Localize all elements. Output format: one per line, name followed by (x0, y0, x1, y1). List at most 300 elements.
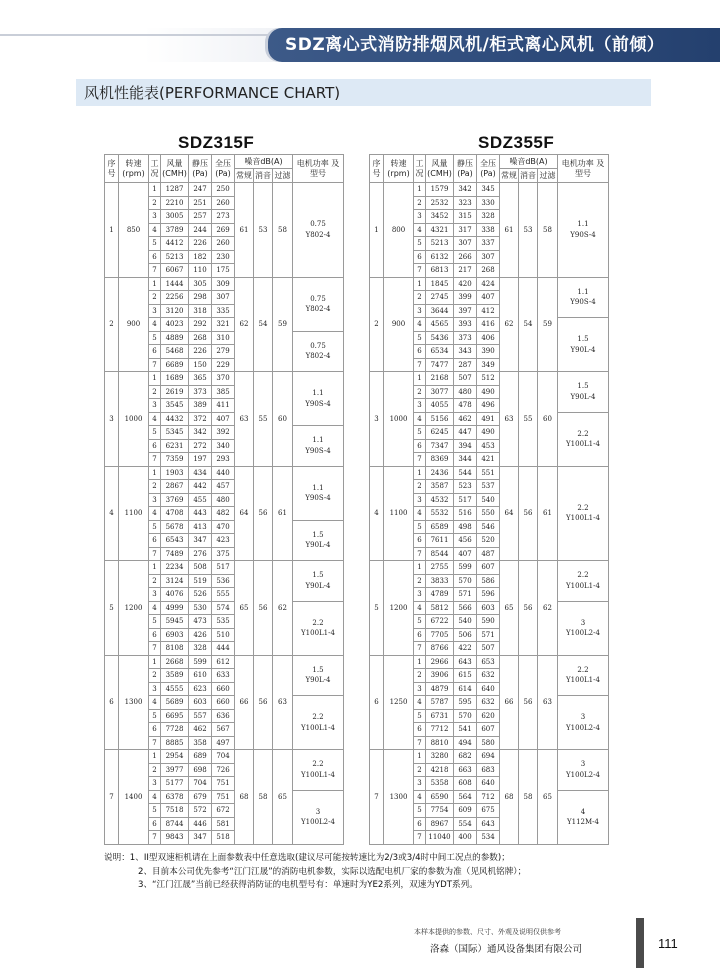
noise-filtered-cell: 61 (273, 466, 293, 561)
airflow-cell: 2755 (426, 561, 454, 575)
static-pressure-cell: 609 (454, 804, 477, 818)
airflow-cell: 3452 (426, 210, 454, 224)
static-pressure-cell: 397 (454, 304, 477, 318)
airflow-cell: 7489 (161, 547, 189, 561)
group-number: 6 (105, 655, 119, 750)
motor-model: Y90S-4 (305, 446, 331, 455)
motor-model: Y90S-4 (305, 494, 331, 502)
condition-cell: 7 (414, 642, 426, 656)
total-pressure-cell: 453 (477, 439, 500, 453)
static-pressure-cell: 292 (189, 318, 212, 332)
noise-normal-cell: 62 (500, 277, 519, 372)
group-speed: 1250 (384, 655, 414, 750)
total-pressure-cell: 536 (212, 574, 235, 588)
condition-cell: 5 (414, 237, 426, 251)
motor-power: 3 (580, 760, 586, 769)
motor-cell (293, 520, 344, 561)
total-pressure-cell: 470 (212, 520, 235, 534)
static-pressure-cell: 358 (189, 736, 212, 750)
static-pressure-cell: 393 (454, 318, 477, 332)
airflow-cell: 2532 (426, 196, 454, 210)
motor-model: Y90L-4 (305, 676, 331, 685)
total-pressure-cell: 480 (212, 493, 235, 507)
condition-cell: 5 (149, 331, 161, 345)
airflow-cell: 6695 (161, 709, 189, 723)
condition-cell: 4 (414, 412, 426, 426)
static-pressure-cell: 343 (454, 345, 477, 359)
airflow-cell: 8108 (161, 642, 189, 656)
static-pressure-cell: 523 (454, 480, 477, 494)
total-pressure-cell: 293 (212, 453, 235, 467)
airflow-cell: 6534 (426, 345, 454, 359)
static-pressure-cell: 682 (454, 750, 477, 764)
condition-cell: 3 (414, 399, 426, 413)
noise-filtered-cell: 62 (538, 561, 558, 656)
static-pressure-cell: 516 (454, 507, 477, 521)
airflow-cell: 6132 (426, 250, 454, 264)
condition-cell: 2 (414, 291, 426, 305)
condition-cell: 6 (149, 345, 161, 359)
static-pressure-cell: 663 (454, 763, 477, 777)
table-row (370, 466, 609, 480)
condition-cell: 3 (414, 777, 426, 791)
total-pressure-cell: 571 (477, 628, 500, 642)
static-pressure-cell: 478 (454, 399, 477, 413)
noise-muffled-cell: 54 (519, 277, 538, 372)
total-pressure-cell: 567 (212, 723, 235, 737)
header-airflow: 风量 (CMH) (426, 155, 454, 183)
static-pressure-cell: 307 (454, 237, 477, 251)
total-pressure-cell: 307 (477, 250, 500, 264)
note-line: 3、“江门江晟”当前已经获得消防证的电机型号有：单速时为YE2系列，双速为YDT系列。 (138, 880, 478, 890)
airflow-cell: 5177 (161, 777, 189, 791)
condition-cell: 2 (414, 385, 426, 399)
group-number: 4 (370, 466, 384, 561)
condition-cell: 2 (414, 763, 426, 777)
total-pressure-cell: 726 (212, 763, 235, 777)
group-number: 2 (370, 277, 384, 372)
motor-model: Y100L1-4 (301, 723, 335, 732)
condition-cell: 7 (414, 358, 426, 372)
airflow-cell: 2436 (426, 466, 454, 480)
condition-cell: 6 (414, 628, 426, 642)
total-pressure-cell: 490 (477, 426, 500, 440)
total-pressure-cell: 751 (212, 790, 235, 804)
airflow-cell: 7728 (161, 723, 189, 737)
noise-muffled-cell: 56 (519, 561, 538, 656)
airflow-cell: 4708 (161, 507, 189, 521)
airflow-cell: 5468 (161, 345, 189, 359)
condition-cell: 1 (414, 372, 426, 386)
airflow-cell: 7518 (161, 804, 189, 818)
motor-power: 4 (580, 807, 586, 816)
airflow-cell: 7359 (161, 453, 189, 467)
static-pressure-cell: 704 (189, 777, 212, 791)
table-row (105, 372, 344, 386)
noise-muffled-cell: 58 (254, 750, 273, 845)
header-seq: 序号 (105, 155, 119, 183)
condition-cell: 6 (149, 534, 161, 548)
condition-cell: 6 (149, 817, 161, 831)
static-pressure-cell: 462 (454, 412, 477, 426)
condition-cell: 2 (149, 669, 161, 683)
noise-normal-cell: 64 (500, 466, 519, 561)
static-pressure-cell: 434 (189, 466, 212, 480)
airflow-cell: 8885 (161, 736, 189, 750)
noise-filtered-cell: 62 (273, 561, 293, 656)
airflow-cell: 11040 (426, 831, 454, 845)
group-speed: 900 (119, 277, 149, 372)
performance-table-right (369, 154, 609, 845)
table-row (370, 750, 609, 764)
group-number: 5 (370, 561, 384, 656)
motor-cell (293, 655, 344, 696)
motor-power: 1.5 (577, 382, 589, 391)
motor-cell (558, 318, 609, 372)
static-pressure-cell: 257 (189, 210, 212, 224)
total-pressure-cell: 534 (477, 831, 500, 845)
condition-cell: 1 (149, 466, 161, 480)
section-title: 风机性能表(PERFORMANCE CHART) (84, 84, 341, 102)
condition-cell: 7 (149, 642, 161, 656)
motor-cell (293, 790, 344, 844)
airflow-cell: 6903 (161, 628, 189, 642)
condition-cell: 1 (149, 750, 161, 764)
total-pressure-cell: 751 (212, 777, 235, 791)
condition-cell: 4 (414, 790, 426, 804)
motor-cell (293, 331, 344, 372)
condition-cell: 5 (414, 331, 426, 345)
noise-normal-cell: 63 (500, 372, 519, 467)
airflow-cell: 1579 (426, 183, 454, 197)
motor-power: 1.5 (312, 571, 324, 580)
group-speed: 1000 (119, 372, 149, 467)
airflow-cell: 4321 (426, 223, 454, 237)
total-pressure-cell: 321 (212, 318, 235, 332)
noise-normal-cell: 66 (235, 655, 254, 750)
condition-cell: 4 (149, 412, 161, 426)
static-pressure-cell: 394 (454, 439, 477, 453)
airflow-cell: 3545 (161, 399, 189, 413)
motor-power: 2.2 (312, 713, 324, 721)
motor-power: 3 (580, 713, 586, 721)
noise-normal-cell: 62 (235, 277, 254, 372)
motor-power: 1.5 (312, 530, 324, 539)
table-row (105, 183, 344, 197)
total-pressure-cell: 546 (477, 520, 500, 534)
airflow-cell: 3833 (426, 574, 454, 588)
static-pressure-cell: 217 (454, 264, 477, 278)
condition-cell: 3 (414, 682, 426, 696)
airflow-cell: 7705 (426, 628, 454, 642)
motor-power: 2.2 (312, 618, 324, 627)
noise-muffled-cell: 56 (254, 466, 273, 561)
total-pressure-cell: 660 (212, 682, 235, 696)
total-pressure-cell: 537 (477, 480, 500, 494)
group-number: 7 (105, 750, 119, 845)
motor-cell (558, 696, 609, 750)
motor-power: 2.2 (577, 503, 589, 512)
static-pressure-cell: 272 (189, 439, 212, 453)
airflow-cell: 9843 (161, 831, 189, 845)
condition-cell: 5 (414, 520, 426, 534)
total-pressure-cell: 269 (212, 223, 235, 237)
airflow-cell: 8744 (161, 817, 189, 831)
static-pressure-cell: 226 (189, 237, 212, 251)
header-condition: 工况 (149, 155, 161, 183)
static-pressure-cell: 347 (189, 534, 212, 548)
motor-model: Y90S-4 (570, 298, 596, 307)
static-pressure-cell: 244 (189, 223, 212, 237)
total-pressure-cell: 309 (212, 277, 235, 291)
condition-cell: 4 (149, 318, 161, 332)
total-pressure-cell: 406 (477, 331, 500, 345)
motor-power: 1.1 (577, 220, 589, 229)
airflow-cell: 6590 (426, 790, 454, 804)
airflow-cell: 8766 (426, 642, 454, 656)
airflow-cell: 1903 (161, 466, 189, 480)
noise-muffled-cell: 55 (519, 372, 538, 467)
static-pressure-cell: 643 (454, 655, 477, 669)
noise-normal-cell: 66 (500, 655, 519, 750)
condition-cell: 6 (149, 250, 161, 264)
header-static-pressure: 静压 (Pa) (189, 155, 212, 183)
noise-normal-cell: 61 (235, 183, 254, 278)
motor-power: 2.2 (577, 429, 589, 438)
airflow-cell: 3906 (426, 669, 454, 683)
airflow-cell: 4055 (426, 399, 454, 413)
static-pressure-cell: 399 (454, 291, 477, 305)
noise-filtered-cell: 63 (273, 655, 293, 750)
airflow-cell: 8810 (426, 736, 454, 750)
airflow-cell: 5345 (161, 426, 189, 440)
condition-cell: 3 (149, 210, 161, 224)
total-pressure-cell: 268 (477, 264, 500, 278)
header-noise-normal: 常规 (235, 169, 254, 183)
airflow-cell: 3789 (161, 223, 189, 237)
static-pressure-cell: 373 (189, 385, 212, 399)
motor-model: Y100L2-4 (301, 818, 335, 826)
airflow-cell: 5945 (161, 615, 189, 629)
airflow-cell: 4789 (426, 588, 454, 602)
static-pressure-cell: 150 (189, 358, 212, 372)
total-pressure-cell: 337 (477, 237, 500, 251)
condition-cell: 5 (414, 804, 426, 818)
static-pressure-cell: 599 (189, 655, 212, 669)
static-pressure-cell: 615 (454, 669, 477, 683)
airflow-cell: 5436 (426, 331, 454, 345)
condition-cell: 7 (414, 453, 426, 467)
motor-model: Y90L-4 (570, 345, 596, 354)
static-pressure-cell: 570 (454, 574, 477, 588)
static-pressure-cell: 566 (454, 601, 477, 615)
motor-model: Y90L-4 (305, 581, 331, 590)
condition-cell: 2 (149, 196, 161, 210)
page-number: 111 (658, 936, 678, 951)
airflow-cell: 3120 (161, 304, 189, 318)
condition-cell: 2 (414, 669, 426, 683)
static-pressure-cell: 342 (454, 183, 477, 197)
header-motor: 电机功率 及型号 (293, 155, 344, 183)
static-pressure-cell: 247 (189, 183, 212, 197)
group-speed: 1300 (119, 655, 149, 750)
total-pressure-cell: 672 (212, 804, 235, 818)
airflow-cell: 3977 (161, 763, 189, 777)
condition-cell: 7 (414, 547, 426, 561)
condition-cell: 3 (414, 210, 426, 224)
noise-normal-cell: 65 (235, 561, 254, 656)
airflow-cell: 2745 (426, 291, 454, 305)
header-noise-normal: 常规 (500, 169, 519, 183)
condition-cell: 7 (149, 358, 161, 372)
total-pressure-cell: 510 (212, 628, 235, 642)
airflow-cell: 1444 (161, 277, 189, 291)
motor-power: 1.5 (577, 335, 589, 343)
noise-muffled-cell: 58 (519, 750, 538, 845)
airflow-cell: 1689 (161, 372, 189, 386)
noise-filtered-cell: 58 (538, 183, 558, 278)
condition-cell: 5 (149, 426, 161, 440)
total-pressure-cell: 612 (212, 655, 235, 669)
motor-cell (293, 277, 344, 331)
noise-muffled-cell: 56 (519, 466, 538, 561)
table-row (105, 277, 344, 291)
motor-cell (293, 466, 344, 520)
total-pressure-cell: 512 (477, 372, 500, 386)
static-pressure-cell: 422 (454, 642, 477, 656)
static-pressure-cell: 526 (189, 588, 212, 602)
total-pressure-cell: 636 (212, 709, 235, 723)
airflow-cell: 3280 (426, 750, 454, 764)
airflow-cell: 6813 (426, 264, 454, 278)
static-pressure-cell: 623 (189, 682, 212, 696)
table-row (105, 561, 344, 575)
airflow-cell: 4412 (161, 237, 189, 251)
table-row (370, 655, 609, 669)
condition-cell: 4 (149, 601, 161, 615)
static-pressure-cell: 517 (454, 493, 477, 507)
static-pressure-cell: 570 (454, 709, 477, 723)
condition-cell: 6 (414, 250, 426, 264)
total-pressure-cell: 640 (477, 682, 500, 696)
noise-normal-cell: 65 (500, 561, 519, 656)
motor-power: 3 (580, 618, 586, 627)
noise-normal-cell: 68 (235, 750, 254, 845)
total-pressure-cell: 603 (477, 601, 500, 615)
condition-cell: 5 (414, 426, 426, 440)
noise-filtered-cell: 61 (538, 466, 558, 561)
static-pressure-cell: 507 (454, 372, 477, 386)
total-pressure-cell: 330 (477, 196, 500, 210)
footer-company: 洛森（国际）通风设备集团有限公司 (430, 944, 583, 955)
group-number: 7 (370, 750, 384, 845)
static-pressure-cell: 373 (454, 331, 477, 345)
total-pressure-cell: 580 (477, 736, 500, 750)
static-pressure-cell: 389 (189, 399, 212, 413)
static-pressure-cell: 443 (189, 507, 212, 521)
noise-muffled-cell: 55 (254, 372, 273, 467)
total-pressure-cell: 385 (212, 385, 235, 399)
total-pressure-cell: 375 (212, 547, 235, 561)
static-pressure-cell: 610 (189, 669, 212, 683)
static-pressure-cell: 251 (189, 196, 212, 210)
condition-cell: 5 (149, 520, 161, 534)
total-pressure-cell: 338 (477, 223, 500, 237)
total-pressure-cell: 260 (212, 237, 235, 251)
motor-model: Y100L1-4 (566, 440, 600, 448)
group-speed: 1400 (119, 750, 149, 845)
static-pressure-cell: 365 (189, 372, 212, 386)
total-pressure-cell: 555 (212, 588, 235, 602)
motor-cell (558, 183, 609, 278)
airflow-cell: 2668 (161, 655, 189, 669)
total-pressure-cell: 517 (212, 561, 235, 575)
table-row (370, 561, 609, 575)
group-speed: 1100 (119, 466, 149, 561)
group-number: 1 (105, 183, 119, 278)
static-pressure-cell: 400 (454, 831, 477, 845)
total-pressure-cell: 535 (212, 615, 235, 629)
motor-power: 0.75 (310, 220, 326, 229)
static-pressure-cell: 347 (189, 831, 212, 845)
condition-cell: 3 (149, 399, 161, 413)
airflow-cell: 1845 (426, 277, 454, 291)
total-pressure-cell: 424 (477, 277, 500, 291)
total-pressure-cell: 581 (212, 817, 235, 831)
noise-muffled-cell: 56 (254, 655, 273, 750)
motor-power: 2.2 (577, 665, 589, 674)
total-pressure-cell: 407 (212, 412, 235, 426)
condition-cell: 1 (414, 750, 426, 764)
total-pressure-cell: 497 (212, 736, 235, 750)
motor-power: 1.5 (312, 665, 324, 674)
motor-model: Y100L1-4 (566, 514, 600, 523)
total-pressure-cell: 328 (477, 210, 500, 224)
noise-filtered-cell: 59 (538, 277, 558, 372)
airflow-cell: 6722 (426, 615, 454, 629)
airflow-cell: 3644 (426, 304, 454, 318)
noise-muffled-cell: 53 (254, 183, 273, 278)
group-speed: 1100 (384, 466, 414, 561)
condition-cell: 4 (414, 318, 426, 332)
total-pressure-cell: 520 (477, 534, 500, 548)
group-speed: 900 (384, 277, 414, 372)
condition-cell: 1 (414, 655, 426, 669)
header-noise-filtered: 过滤 (273, 169, 293, 183)
total-pressure-cell: 607 (477, 561, 500, 575)
header-noise: 噪音dB(A) (500, 155, 558, 169)
static-pressure-cell: 571 (454, 588, 477, 602)
condition-cell: 2 (149, 480, 161, 494)
airflow-cell: 6689 (161, 358, 189, 372)
static-pressure-cell: 455 (189, 493, 212, 507)
airflow-cell: 7754 (426, 804, 454, 818)
static-pressure-cell: 698 (189, 763, 212, 777)
static-pressure-cell: 407 (454, 547, 477, 561)
condition-cell: 2 (414, 480, 426, 494)
airflow-cell: 7611 (426, 534, 454, 548)
condition-cell: 4 (149, 696, 161, 710)
static-pressure-cell: 480 (454, 385, 477, 399)
motor-power: 1.1 (577, 287, 589, 296)
header-static-pressure: 静压 (Pa) (454, 155, 477, 183)
table-row (370, 277, 609, 291)
condition-cell: 3 (149, 493, 161, 507)
note-line: 2、目前本公司优先参考“江门江晟”的消防电机参数，实际以选配电机厂家的参数为准（见风机铭牌）； (138, 866, 527, 877)
static-pressure-cell: 342 (189, 426, 212, 440)
motor-model: Y100L1-4 (566, 581, 600, 590)
static-pressure-cell: 554 (454, 817, 477, 831)
